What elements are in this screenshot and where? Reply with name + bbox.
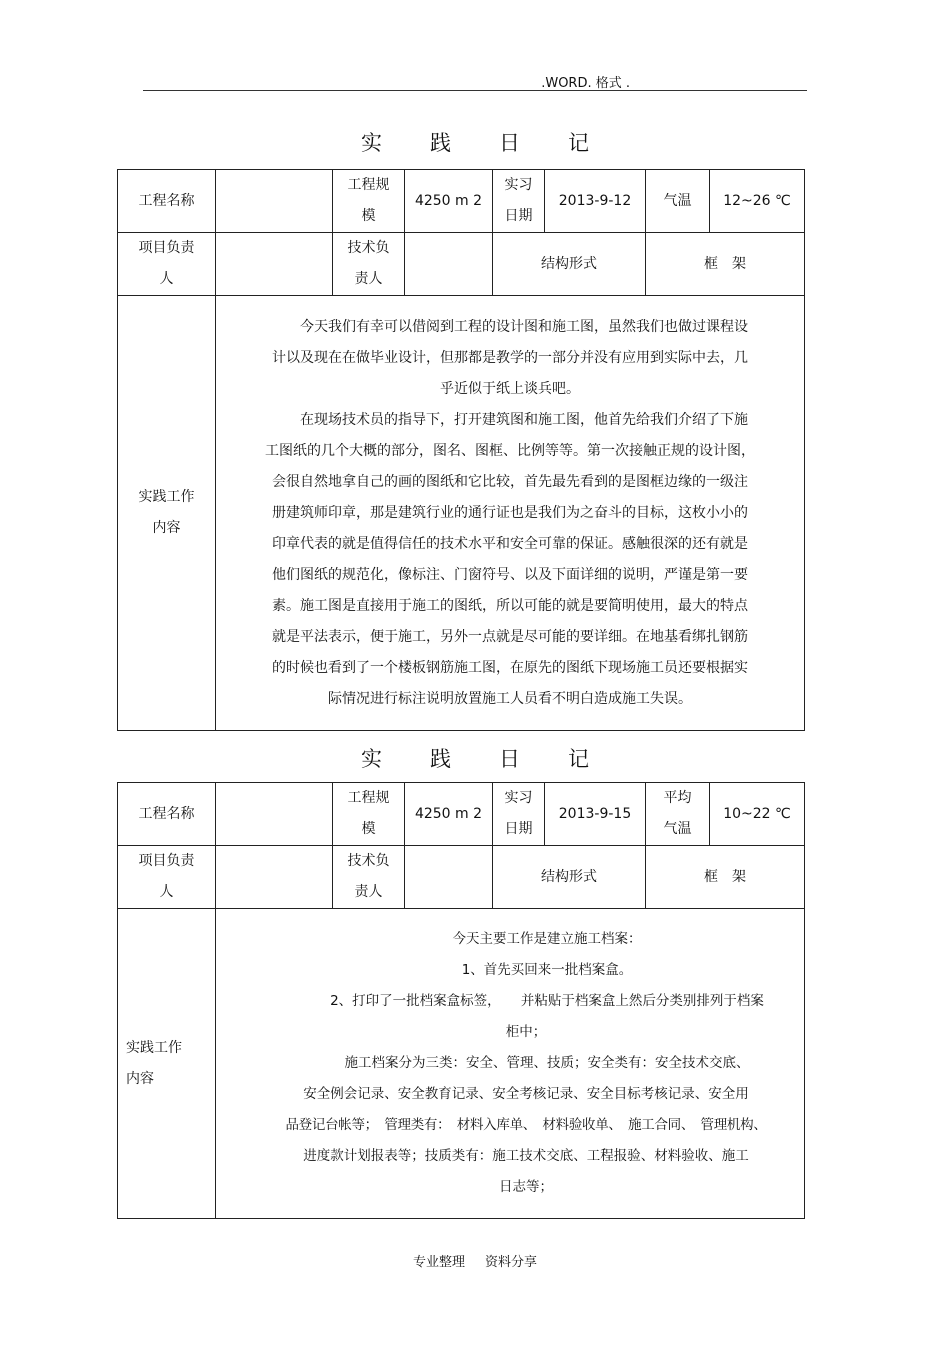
content-line: 乎近似于纸上谈兵吧。: [440, 380, 580, 397]
tech-lead-label: 技术负 责人: [333, 846, 405, 909]
project-name-label: 工程名称: [118, 170, 216, 233]
content-label: 实践工作 内容: [118, 296, 216, 731]
content-line: 今天主要工作是建立施工档案：: [452, 931, 642, 947]
diary-title: 实践日记: [361, 747, 637, 771]
date-value: 2013-9-12: [545, 170, 646, 233]
manager-label: 项目负责 人: [118, 233, 216, 296]
project-name-label: 工程名称: [118, 783, 216, 846]
temperature-value: 10~22 ℃: [710, 783, 805, 846]
temperature-label: 气温: [646, 170, 710, 233]
temperature-value: 12~26 ℃: [710, 170, 805, 233]
content-line: 素。施工图是直接用于施工的图纸，所以可能的就是要简明使用，最大的特点: [272, 597, 748, 614]
page-footer: [0, 1251, 950, 1270]
scale-label: 工程规 模: [333, 170, 405, 233]
content-body: [216, 909, 805, 1219]
content-line: 在现场技术员的指导下，打开建筑图和施工图，他首先给我们介绍了下施: [300, 411, 748, 428]
scale-value: 4250 m 2: [405, 783, 493, 846]
content-line: 的时候也看到了一个楼板钢筋施工图，在原先的图纸下现场施工员还要根据实: [272, 659, 748, 676]
header-divider: [143, 90, 807, 91]
page-header-text: .WORD. 格式 .: [541, 76, 630, 91]
content-line: 日志等；: [499, 1179, 553, 1195]
diary-table: [117, 782, 805, 1219]
content-line: 计以及现在在做毕业设计，但那都是教学的一部分并没有应用到实际中去，几: [272, 349, 748, 366]
footer-right-text: 资料分享: [485, 1255, 538, 1270]
content-line: 施工档案分为三类：安全、管理、技质；安全类有：安全技术交底、: [344, 1055, 750, 1071]
content-line: 际情况进行标注说明放置施工人员看不明白造成施工失误。: [328, 690, 692, 707]
structure-label: 结构形式: [493, 233, 646, 296]
tech-lead-label: 技术负 责人: [333, 233, 405, 296]
temperature-label: 平均 气温: [646, 783, 710, 846]
manager-label: 项目负责 人: [118, 846, 216, 909]
manager-value: [216, 846, 333, 909]
content-line: 1、首先买回来一批档案盒。: [461, 962, 633, 978]
content-line: 2、打印了一批档案盒标签， 并粘贴于档案盒上然后分类别排列于档案: [330, 993, 764, 1009]
project-name-value: [216, 170, 333, 233]
structure-value: 框 架: [646, 846, 805, 909]
structure-value: 框 架: [646, 233, 805, 296]
date-label: 实习 日期: [493, 783, 545, 846]
content-line: 印章代表的就是值得信任的技术水平和安全可靠的保证。感触很深的还有就是: [272, 535, 748, 552]
date-label: 实习 日期: [493, 170, 545, 233]
content-line: 品登记台帐等； 管理类有： 材料入库单、 材料验收单、 施工合同、 管理机构、: [285, 1117, 767, 1133]
structure-label: 结构形式: [493, 846, 646, 909]
manager-value: [216, 233, 333, 296]
content-line: 会很自然地拿自己的画的图纸和它比较，首先最先看到的是图框边缘的一级注: [272, 473, 748, 490]
content-line: 进度款计划报表等；技质类有：施工技术交底、工程报验、材料验收、施工: [303, 1148, 749, 1164]
content-label: 实践工作 内容: [118, 909, 216, 1219]
date-value: 2013-9-15: [545, 783, 646, 846]
tech-lead-value: [405, 846, 493, 909]
diary-table: [117, 169, 805, 731]
content-body: [216, 296, 805, 731]
content-line: 今天我们有幸可以借阅到工程的设计图和施工图，虽然我们也做过课程设: [300, 318, 748, 335]
project-name-value: [216, 783, 333, 846]
diary-title: 实践日记: [361, 131, 637, 155]
scale-label: 工程规 模: [333, 783, 405, 846]
content-line: 册建筑师印章，那是建筑行业的通行证也是我们为之奋斗的目标，这枚小小的: [272, 504, 748, 521]
content-line: 就是平法表示，便于施工，另外一点就是尽可能的要详细。在地基看绑扎钢筋: [272, 628, 748, 645]
content-line: 安全例会记录、安全教育记录、安全考核记录、安全目标考核记录、安全用: [303, 1086, 749, 1102]
footer-left-text: 专业整理: [412, 1255, 465, 1270]
content-line: 他们图纸的规范化，像标注、门窗符号、以及下面详细的说明，严谨是第一要: [272, 566, 748, 583]
scale-value: 4250 m 2: [405, 170, 493, 233]
content-line: 工图纸的几个大概的部分，图名、图框、比例等等。第一次接触正规的设计图，: [265, 442, 755, 459]
content-line: 柜中；: [505, 1024, 547, 1040]
tech-lead-value: [405, 233, 493, 296]
